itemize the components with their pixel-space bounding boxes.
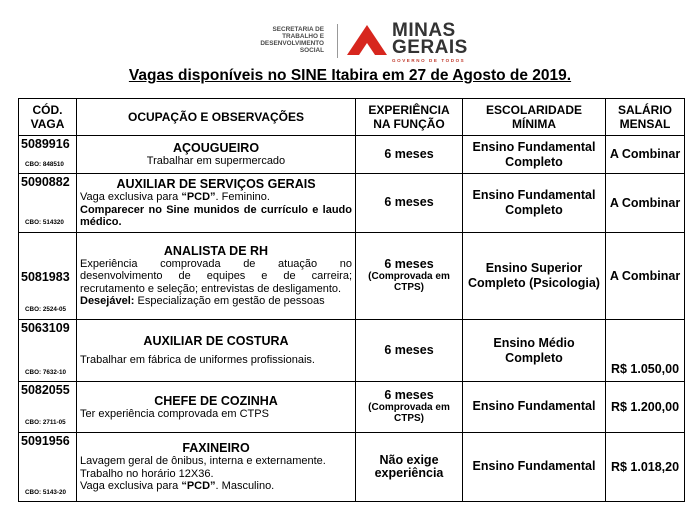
experience-value: 6 meses (384, 388, 434, 403)
jobs-table (18, 98, 685, 502)
job-code-cell (19, 432, 77, 501)
occupation-note: Trabalhar em fábrica de uniformes profissionais. (80, 354, 315, 367)
experience-note: (Comprovada em CTPS) (368, 271, 450, 294)
job-code: 5089916 (21, 137, 70, 151)
job-code: 5082055 (21, 383, 70, 398)
occupation-cell (77, 174, 356, 232)
salary-value: A Combinar (606, 174, 685, 232)
experience-value: Não exige experiência (374, 452, 444, 480)
job-code-cell (19, 174, 77, 232)
schooling-value: Ensino Fundamental Completo (463, 136, 606, 174)
secretaria-line-3: DESENVOLVIMENTO (260, 40, 324, 47)
occupation-cell (77, 432, 356, 501)
occupation-title: AÇOUGUEIRO (172, 141, 260, 156)
header-schooling: ESCOLARIDADE MÍNIMA (463, 99, 606, 136)
occupation-title: ANALISTA DE RH (163, 243, 269, 258)
brand-line-1: MINAS (392, 20, 456, 41)
logo-divider (337, 24, 338, 58)
salary-value: A Combinar (606, 136, 685, 174)
experience-value: 6 meses (384, 257, 434, 272)
header-experience: EXPERIÊNCIA NA FUNÇÃO (356, 99, 463, 136)
experience-note: (Comprovada em CTPS) (368, 402, 450, 425)
page-header (0, 0, 700, 66)
occupation-note: Trabalhar em supermercado (146, 155, 286, 168)
salary-value: R$ 1.200,00 (606, 382, 685, 432)
experience-cell (356, 432, 463, 501)
experience-value: 6 meses (384, 147, 434, 162)
experience-value: 6 meses (384, 343, 434, 358)
secretaria-line-4: SOCIAL (299, 47, 324, 54)
table-row (19, 382, 685, 432)
schooling-value: Ensino Médio Completo (463, 319, 606, 381)
occupation-title: FAXINEIRO (182, 441, 250, 456)
job-code-cell (19, 319, 77, 381)
brand-line-2: GERAIS (392, 37, 468, 58)
occupation-note: Vaga exclusiva para “PCD”. Feminino. (80, 191, 270, 204)
experience-cell (356, 382, 463, 432)
occupation-cell (77, 382, 356, 432)
experience-cell (356, 136, 463, 174)
schooling-value: Ensino Fundamental Completo (463, 174, 606, 232)
occupation-note: Experiência comprovada de atuação no desenvolvimento de equipes e de carreira; recrutamento e seleção; entrevistas de desligamento. (80, 257, 352, 295)
secretaria-line-2: TRABALHO E (282, 33, 324, 40)
header-code: CÓD. VAGA (19, 99, 77, 136)
schooling-value: Ensino Fundamental (463, 432, 606, 501)
header-salary: SALÁRIO MENSAL (606, 99, 685, 136)
cbo-code: CBO: 2524-05 (25, 306, 66, 314)
occupation-note: Ter experiência comprovada em CTPS (80, 407, 269, 420)
occupation-note: Vaga exclusiva para “PCD”. Masculino. (80, 480, 275, 493)
schooling-value: Ensino Fundamental (463, 382, 606, 432)
occupation-title: AUXILIAR DE SERVIÇOS GERAIS (116, 177, 316, 192)
occupation-note: Trabalho no horário 12X36. (80, 467, 214, 480)
page-title: Vagas disponíveis no SINE Itabira em 27 de Agosto de 2019. (128, 67, 572, 84)
schooling-value: Ensino Superior Completo (Psicologia) (463, 232, 606, 319)
job-code-cell (19, 136, 77, 174)
brand-tagline: GOVERNO DE TODOS (392, 58, 466, 63)
cbo-code: CBO: 514320 (25, 219, 64, 227)
table-row (19, 319, 685, 381)
job-code-cell (19, 232, 77, 319)
occupation-cell (77, 136, 356, 174)
job-code: 5063109 (21, 320, 70, 335)
table-row (19, 232, 685, 319)
job-code: 5081983 (21, 269, 70, 284)
table-row (19, 136, 685, 174)
salary-value: R$ 1.050,00 (606, 319, 685, 381)
salary-value: R$ 1.018,20 (606, 432, 685, 501)
occupation-note-bold: Comparecer no Sine munidos de currículo e laudo médico. (80, 203, 352, 229)
cbo-code: CBO: 848510 (25, 160, 64, 168)
job-code-cell (19, 382, 77, 432)
header-occupation: OCUPAÇÃO E OBSERVAÇÕES (77, 99, 356, 136)
table-row (19, 432, 685, 501)
cbo-code: CBO: 2711-05 (25, 419, 66, 427)
occupation-cell (77, 232, 356, 319)
occupation-desired: Desejável: Especialização em gestão de pessoas (80, 295, 325, 308)
occupation-cell (77, 319, 356, 381)
brand-name (392, 22, 468, 56)
experience-cell (356, 319, 463, 381)
cbo-code: CBO: 5143-20 (25, 488, 66, 496)
experience-cell (356, 232, 463, 319)
experience-cell (356, 174, 463, 232)
table-header-row (19, 99, 685, 136)
experience-value: 6 meses (384, 195, 434, 210)
job-code: 5090882 (21, 175, 70, 190)
minas-gerais-triangle-logo-icon (345, 23, 389, 57)
secretaria-line-1: SECRETARIA DE (272, 26, 324, 33)
secretaria-logo-text (232, 26, 324, 54)
salary-value: A Combinar (606, 232, 685, 319)
job-code: 5091956 (21, 433, 70, 448)
occupation-title: AUXILIAR DE COSTURA (143, 334, 289, 349)
occupation-note: Lavagem geral de ônibus, interna e externamente. (80, 455, 326, 468)
cbo-code: CBO: 7632-10 (25, 368, 66, 376)
occupation-title: CHEFE DE COZINHA (154, 393, 278, 408)
table-row (19, 174, 685, 232)
